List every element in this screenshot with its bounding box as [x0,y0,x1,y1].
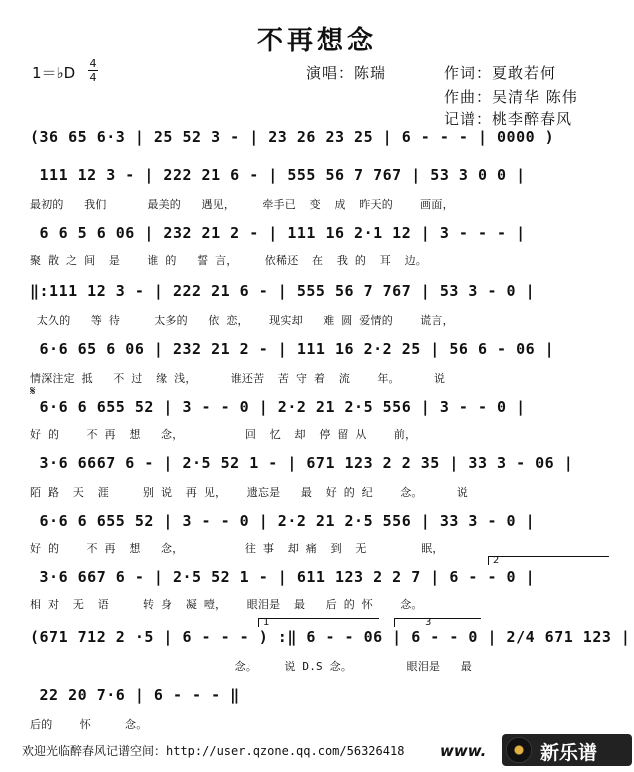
notation-row-6: 6·6 6 655 52 | 3 - - 0 | 2·2 21 2·5 556 | 3 - - 0 | [30,398,526,416]
record-disc-icon [506,737,532,763]
lyrics-row-9: 相 对 无 语 转 身 凝 噎， 眼泪是 最 后 的 怀 念。 [30,598,423,611]
transcriber-credit: 记谱：桃李醉春风 [444,110,573,128]
notation-row-7: 3·6 6667 6 - | 2·5 52 1 - | 671 123 2 2 35 | 33 3 - 06 | [30,454,574,472]
lyrics-row-2: 最初的 我们 最美的 遇见， 牵手已 变 成 昨天的 画面， [30,198,454,211]
lyrics-row-5: 情深注定 抵 不 过 缘 浅， 谁还苦 苦 守 着 流 年。 说 [30,372,446,385]
song-title: 不再想念 [256,26,377,56]
segno-sign: 𝄋 [30,384,36,399]
key-signature: 1＝♭D [32,64,76,82]
footer-credit: 欢迎光临醉春风记谱空间：http://user.qzone.qq.com/56326418 [22,744,405,758]
meter-top: 4 [89,57,97,70]
notation-row-8: 6·6 6 655 52 | 3 - - 0 | 2·2 21 2·5 556 | 33 3 - 0 | [30,512,536,530]
lyrics-row-11: 后的 怀 念。 [30,718,148,731]
notation-row-4: ‖:111 12 3 - | 222 21 6 - | 555 56 7 767 | 53 3 - 0 | [30,282,536,300]
lyrics-row-4: 太久的 等 待 太多的 依 恋， 现实却 难 圆 爱情的 谎言， [30,314,454,327]
notation-row-11: 22 20 7·6 | 6 - - - ‖ [30,686,240,704]
notation-row-3: 6 6 5 6 06 | 232 21 2 - | 111 16 2·1 12 | 3 - - - | [30,224,526,242]
notation-row-1: (36 65 6·3 | 25 52 3 - | 23 26 23 25 | 6 - - - | 0000 ) [30,128,555,146]
site-logo [502,734,632,766]
watermark-www: www. [440,742,487,760]
lyricist-credit: 作词：夏敢若何 [444,64,557,82]
lyrics-row-10: 念。 说 D.S 念。 眼泪是 最 [30,660,472,673]
volta-label-2: 2 [493,555,500,566]
lyrics-row-6: 好 的 不 再 想 念， 回 忆 却 停 留 从 前， [30,428,417,441]
volta-label-3: 3 [425,617,432,628]
singer-credit: 演唱：陈瑞 [306,64,387,82]
logo-text: 新乐谱 [540,742,598,764]
volta-label-1: 1 [263,617,270,628]
notation-row-9: 3·6 667 6 - | 2·5 52 1 - | 611 123 2 2 7 | 6 - - 0 | [30,568,536,586]
time-signature [88,58,98,83]
notation-row-2: 111 12 3 - | 222 21 6 - | 555 56 7 767 | 53 3 0 0 | [30,166,526,184]
meter-bottom: 4 [89,71,97,84]
composer-credit: 作曲：吴清华 陈伟 [444,88,578,106]
notation-row-10: (671 712 2 ·5 | 6 - - - ) :‖ 6 - - 06 | 6 - - 0 | 2/4 671 123 | [30,628,631,646]
lyrics-row-3: 聚 散 之 间 是 谁 的 誓 言， 依稀还 在 我 的 耳 边。 [30,254,428,267]
volta-bracket-1 [258,618,379,627]
volta-bracket-2 [488,556,609,565]
lyrics-row-8: 好 的 不 再 想 念， 往 事 却 痛 到 无 眠， [30,542,444,555]
notation-row-5: 6·6 65 6 06 | 232 21 2 - | 111 16 2·2 25 | 56 6 - 06 | [30,340,555,358]
lyrics-row-7: 陌 路 天 涯 别 说 再 见， 遗忘是 最 好 的 纪 念。 说 [30,486,468,499]
volta-bracket-3 [394,618,481,627]
